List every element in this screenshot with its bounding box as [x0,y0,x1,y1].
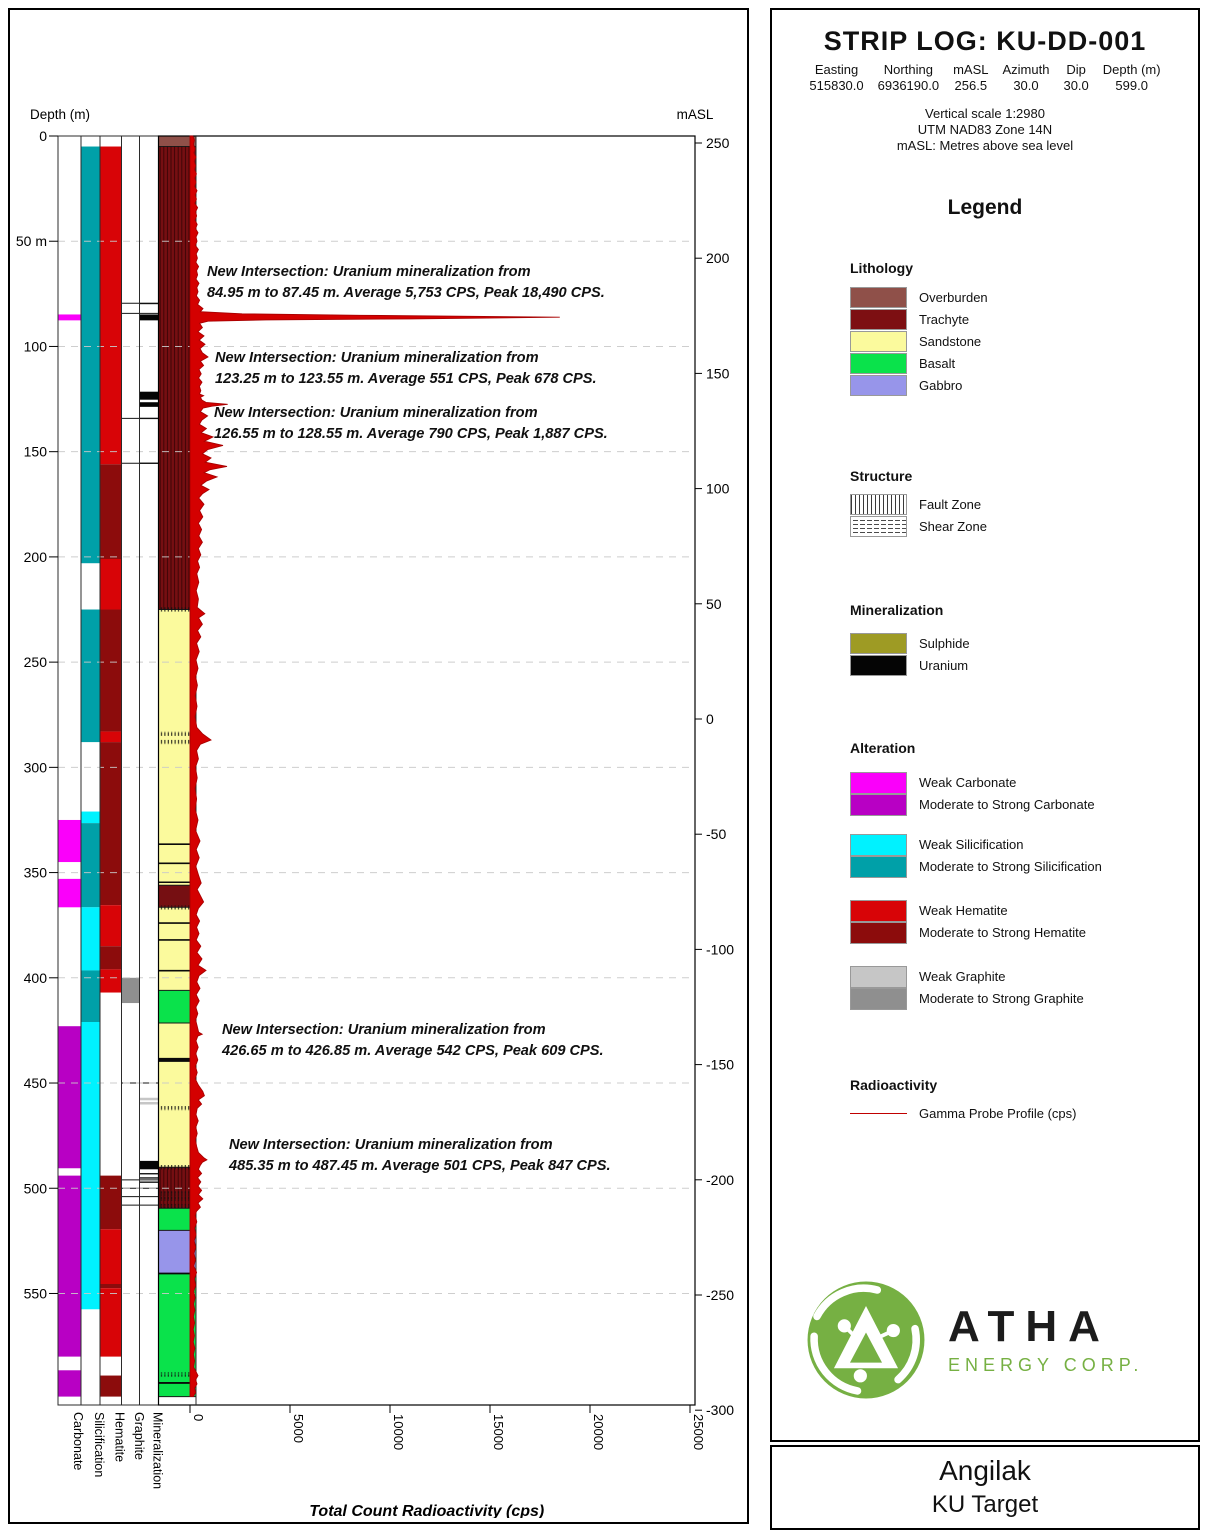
carbonate-interval [58,820,81,862]
legend-structure-list [850,493,987,537]
depth-axis-title: Depth (m) [30,107,91,122]
project-name: Angilak [939,1455,1031,1486]
carbonate-interval [58,1176,81,1357]
carbonate-interval [58,1026,81,1168]
info-azimuth: Azimuth 30.0 [1002,62,1050,93]
legend-item-gamma-profile: Gamma Probe Profile (cps) [850,1102,1077,1124]
target-name: KU Target [931,1491,1039,1518]
depth-tick-label: 500 [23,1180,47,1197]
legend-item-basalt: Basalt [850,352,988,374]
shear-zone-swatch [850,516,907,537]
uranium-interval [140,1161,159,1169]
masl-axis-title: mASL [676,107,714,122]
hematite-interval [100,1284,122,1288]
legend-structure-title: Structure [850,468,913,484]
carbonate-interval [58,314,81,320]
strong-carbonate-swatch [850,794,907,816]
carbonate-interval [58,879,81,907]
hematite-interval [100,610,122,732]
legend-item-sulphide: Sulphide [850,632,970,654]
legend-item-sandstone: Sandstone [850,330,988,352]
silicification-interval [81,812,100,824]
gamma-line-swatch [850,1113,907,1114]
silicification-interval [81,1022,100,1309]
info-northing: Northing 6936190.0 [877,62,940,93]
legend-item-uranium: Uranium [850,654,970,676]
meta-scale: Vertical scale 1:2980 [925,106,1045,121]
masl-tick-label: 50 [706,595,722,612]
hematite-interval [100,464,122,559]
cps-tick-label: 10000 [391,1414,406,1451]
legend-alteration-title: Alteration [850,740,916,756]
page-title: STRIP LOG: KU-DD-001 [823,26,1147,56]
cps-tick-label: 0 [191,1414,206,1422]
uranium-interval [140,1182,159,1183]
hole-info [772,62,1198,93]
masl-tick-label: -150 [706,1056,735,1073]
intersection-annotation: New Intersection: Uranium mineralization from 485.35 m to 487.45 m. Average 501 CPS, Peak 847 CPS. [229,1137,611,1174]
track-label: Mineralization [150,1412,165,1490]
strip-log-panel [8,8,749,1524]
carbonate-interval [58,1370,81,1396]
logo-text [948,1301,1144,1376]
strip-log-chart [10,10,743,1518]
legend-pair-hematite: Weak Hematite Moderate to Strong Hematite [850,900,1086,944]
hematite-interval [100,732,122,743]
legend-item-shear-zone: Shear Zone [850,515,987,537]
cps-tick-label: 5000 [291,1414,306,1443]
legend-title: Legend [947,196,1023,219]
meta-utm: UTM NAD83 Zone 14N [917,122,1053,137]
sulphide-swatch [850,633,907,654]
intersection-annotation: New Intersection: Uranium mineralization from 126.55 m to 128.55 m. Average 790 CPS, Peak 1,887 CPS. [214,405,608,442]
depth-tick-label: 300 [23,759,47,776]
legend-item-overburden: Overburden [850,286,988,308]
info-masl: mASL 256.5 [953,62,989,93]
depth-tick-label: 0 [39,128,47,144]
uranium-swatch [850,655,907,676]
weak-hematite-swatch [850,900,907,922]
fault-zone-swatch [850,494,907,515]
info-depth: Depth (m) 599.0 [1102,62,1161,93]
trachyte-swatch [850,309,907,330]
weak-carbonate-swatch [850,772,907,794]
graphite-interval [122,978,140,1003]
hematite-interval [100,946,122,969]
uranium-interval [140,314,159,320]
track-backgrounds [58,136,695,1405]
info-dip: Dip 30.0 [1063,62,1089,93]
basalt-swatch [850,353,907,374]
depth-tick-label: 450 [23,1075,47,1092]
strong-silicification-swatch [850,856,907,878]
masl-tick-label: 250 [706,135,730,151]
cps-tick-label: 15000 [491,1414,506,1451]
track-label: Carbonate [71,1412,85,1471]
meta-masl-note: mASL: Metres above sea level [896,138,1074,153]
overburden-swatch [850,287,907,308]
x-axis-title: Total Count Radioactivity (cps) [309,1503,545,1518]
track-label: Silicification [92,1412,106,1478]
legend-mineralization-title: Mineralization [850,602,944,618]
hematite-interval [100,742,122,905]
silicification-interval [81,823,100,907]
cps-tick-label: 25000 [691,1414,706,1451]
legend-lithology-list [850,286,988,396]
legend-item-gabbro: Gabbro [850,374,988,396]
hematite-interval [100,1176,122,1230]
track-label: Hematite [112,1412,127,1463]
masl-tick-label: 150 [706,365,730,382]
hematite-interval [100,147,122,465]
silicification-interval [81,147,100,564]
depth-tick-label: 400 [23,969,47,986]
depth-tick-label: 100 [23,338,47,355]
weak-silicification-swatch [850,834,907,856]
legend-mineralization-list [850,632,970,676]
project-footer [770,1445,1200,1530]
masl-tick-label: 200 [706,250,730,267]
silicification-interval [81,907,100,970]
uranium-interval [140,1173,159,1174]
intersection-annotation: New Intersection: Uranium mineralization from 426.65 m to 426.85 m. Average 542 CPS, Peak 609 CPS. [222,1022,604,1059]
masl-tick-label: 100 [706,480,730,497]
legend-lithology-title: Lithology [850,260,913,276]
silicification-interval [81,610,100,743]
legend-radioactivity-title: Radioactivity [850,1077,938,1093]
logo-name: ATHA [948,1301,1111,1351]
masl-tick-label: -300 [706,1402,735,1419]
legend-item-fault-zone: Fault Zone [850,493,987,515]
depth-tick-label: 50 m [15,233,47,250]
uranium-interval [140,392,159,400]
masl-tick-label: -100 [706,941,735,958]
depth-tick-label: 550 [23,1285,47,1302]
intersection-annotation: New Intersection: Uranium mineralization from 84.95 m to 87.45 m. Average 5,753 CPS, Peak 18,490 CPS. [207,264,605,301]
logo-subtitle: ENERGY CORP. [948,1354,1144,1375]
legend-pair-graphite: Weak Graphite Moderate to Strong Graphite [850,966,1084,1010]
legend-pair-silicification: Weak Silicification Moderate to Strong Silicification [850,834,1102,878]
cps-tick-label: 20000 [591,1414,606,1451]
legend-item-trachyte: Trachyte [850,308,988,330]
sandstone-swatch [850,331,907,352]
depth-tick-label: 200 [23,548,47,565]
depth-tick-label: 150 [23,443,47,460]
masl-tick-label: -50 [706,826,727,843]
graphite-interval [140,1102,159,1105]
info-easting: Easting 515830.0 [809,62,864,93]
atha-logo-icon [800,1274,932,1406]
graphite-interval [140,1098,159,1101]
legend-radioactivity-list [850,1102,1077,1124]
hematite-interval [100,905,122,946]
hematite-interval [100,1376,122,1397]
strong-hematite-swatch [850,922,907,944]
masl-tick-label: -200 [706,1171,735,1188]
company-logo [800,1260,1180,1420]
hematite-interval [100,1288,122,1356]
strong-graphite-swatch [850,988,907,1010]
hematite-interval [100,1229,122,1284]
legend-pair-carbonate: Weak Carbonate Moderate to Strong Carbonate [850,772,1095,816]
hematite-interval [100,969,122,992]
intersection-annotation: New Intersection: Uranium mineralization from 123.25 m to 123.55 m. Average 551 CPS, Peak 678 CPS. [215,350,597,387]
uranium-interval [140,1177,159,1178]
masl-tick-label: 0 [706,711,714,727]
masl-tick-label: -250 [706,1287,735,1303]
uranium-interval [140,402,159,407]
info-panel [770,8,1200,1442]
gabbro-swatch [850,375,907,396]
weak-graphite-swatch [850,966,907,988]
track-label: Graphite [132,1412,146,1460]
depth-tick-label: 250 [23,654,47,671]
depth-tick-label: 350 [23,864,47,881]
hematite-interval [100,559,122,610]
